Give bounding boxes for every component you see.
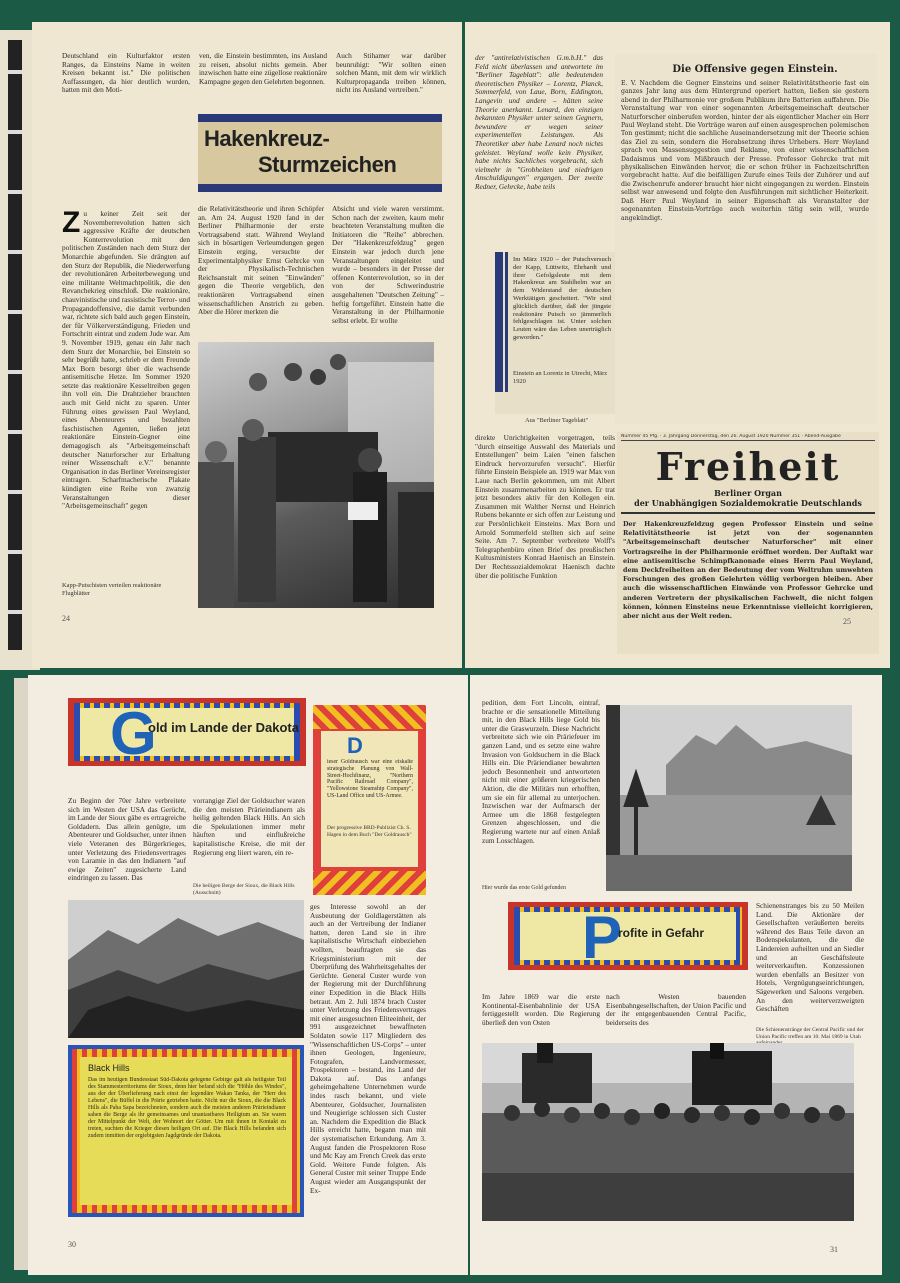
freiheit-rule — [621, 512, 875, 514]
headline-line-2: Sturmzeichen — [258, 152, 397, 177]
landscape-shape — [606, 705, 852, 891]
bottom-left-page — [28, 675, 468, 1275]
old-clipping — [615, 54, 877, 424]
old-clipping-text: E. V. Nachdem die Gegner Einsteins und seiner Relativitätstheorie fast ein ganzes Jahr lang aus dem Hintergrund operiert hatten, ließen sie gestern abend in der Philharmonie vor großem Publikum ihre Batterien auffahren. Die Veranstaltung war von einer sogenannten Arbeitsgemeinschaft deutscher Naturforscher einberufen worden, hinter der als eigentlicher Macher ein Herr Paul Weyland steht. Die Vorträge waren auf einen ausgesprochen polemischen Ton gestimmt; nicht die sachliche Auseinandersetzung mit der Theorie schien das Ziel zu sein, sondern die Herabsetzung ihres Urhebers. Herr Weyland sprach von Massensuggestion und Reklame, von einer wissenschaftlichen Dadaismus und vom Mißbrauch der Presse. Professor Gehrcke trat mit physikalischen Einwänden hervor, die er schon früher in Fachzeitschriften vorgebracht hatte. Auf die beifälligen Zurufe eines Teils der Zuhörer und auf die Zwischenrufe anderer braucht hier nicht eingegangen zu werden. Einstein selbst war anwesend und folgte den Ausführungen mit sichtlicher Heiterkeit. Daß Herr Paul Weyland in seiner Eigenschaft als Veranstalter der sogenannten Einstein-Vorträge auch weiterhin tätig sein will, wurde angekündigt. — [621, 80, 869, 222]
profite-col-right: Schienenstranges bis zu 50 Meilen Land. Die Aktionäre der Gesellschaften veräußerten bereits während des Baus Teile davon an Bodenspekulanten, die die Ländereien aufteilten und an Siedler und an Geschäftsleute weiterverkauften. Konzessionen wurden ebenfalls an Besitzer von Hotels, Vergnügungseinrichtungen, Sägewerken und Saloons vergeben. An den weiterverzweigten Geschäften — [756, 902, 864, 1014]
box-text: Das im heutigen Bundesstaat Süd-Dakota gelegene Gebirge galt als heiligster Teil des Stammesterritoriums der Sioux, denn hier befand sich die "Höhle des Windes", aus der der Überlieferung nach einst der legendäre Wakan Tanka, der "Herr des Lebens", die Büffel in die Prärie getrieben hatte. Nicht nur die Sioux, die die Black Hills als Paha Sapa bezeichneten, sondern auch die meisten anderen Prärieindianer sahen die Berge als ihr gemeinsames und unantastbares Heiligtum an. Sie waren der Mittelpunkt der Welt, der Wohnort der Götter. Um mit ihnen in Kontakt zu treten, suchten die Krieger diesen heiligen Ort auf. Die Black Hills befanden sich zudem inmitten der ergiebigsten Jagdgründe der Dakota. — [88, 1077, 286, 1139]
landscape-photo — [606, 705, 852, 891]
kapp-putsch-photo — [198, 342, 434, 608]
quote-bar — [495, 252, 503, 392]
mountain-shape — [68, 900, 304, 1038]
sidebar-zigzag-bottom — [313, 871, 426, 895]
body-col-1 — [62, 210, 190, 610]
body-col-1-text: u keiner Zeit seit der Novemberrevolution hatten sich aggressive Kräfte der deutschen Konterrevolution mit den politischen Zuständen nach dem Sturz der Monarchie abgefunden. Sie drängten auf den Sturz der Republik, die Niederwerfung der revolutionären Arbeiterbewegung und eine militante Weltmachtpolitik, die den Revanchekrieg einschloß. Die reaktionäre, chauvinistische und rassistische Terror- und Propagandoffensive, die damit verbunden war, richtete sich bald auch gegen Einstein, der für Völkerverständigung, Frieden und Fortschritt eintrat und zudem Jude war. Am 9. November 1919, genau ein Jahr nach dem Sturz der Monarchie, bei Einstein so sehr begrüßt hatte, schrieb er dem Freunde Max Born besorgt über die wachsende antisemitische Hetze. Im Sommer 1920 setzte das reaktionäre Kesseltreiben gegen ihn voll ein. Die Drahtzieher brauchten auch mit Geld nicht zu sparen. Unter Führung eines gewissen Paul Weyland, eines Abenteurers und bezahlten faschistischen Agenten, ließen jetzt reaktionäre Einstein-Gegner eine demagogisch als "Arbeitsgemeinschaft deutscher Naturforscher zur Erhaltung reiner Wissenschaft e.V." benannte Organisation in das Berliner Vereinsregister eintragen. Scharfmacherische Plakate kündigten eine Reihe von zwanzig Veranstaltungen dieser "Arbeitsgemeinschaft" gegen — [62, 210, 190, 511]
profite-banner — [508, 902, 748, 970]
profite-banner-title: rofite in Gefahr — [618, 926, 705, 940]
freiheit-subtitle-2: der Unabhängigen Sozialdemokratie Deutschlands — [634, 498, 862, 508]
railroad-caption: Die Schienenstränge der Central Pacific und der Union Pacific treffen am 10. Mai 1869 in Utah — [756, 1027, 864, 1040]
clipping-caption: Aus "Berliner Tageblatt" — [525, 417, 589, 424]
black-hills-caption: Die heiligen Berge der Sioux, die Black Hills (Ausschnitt) — [193, 883, 295, 896]
sidebar-zigzag-top — [313, 705, 426, 729]
gold-banner-letter: G — [110, 700, 157, 767]
gold-right-col-1: pedition, dem Fort Lincoln, eintraf, brachte er die sensationelle Mitteilung mit, in den Black Hills liege Gold bis unter die Graswurzeln. Diese Nachricht verbreitete sich wie ein Präriefeuer im ganzen Land, und es setzte eine wahre Invasion von Goldsuchern in die Black Hills ein. Die Präriendianer bewahrten jedoch Besonnenheit und antworteten nicht mit einer größeren kriegerischen Aktion, die die Militärs nun erhofften, um sie ein für allemal zu unterjochen. Inzwischen war der Aufmarsch der Armee um die 1868 festgelegten Grenzen abgeschlossen, und die Regierung wartete nur auf einen Anlaß zum Losschlagen. — [482, 699, 600, 845]
banner-stripe-top — [198, 114, 442, 122]
quote-bar-right — [505, 252, 508, 392]
box-title: Black Hills — [88, 1063, 130, 1073]
magazine-edge-dark — [8, 40, 22, 650]
bottom-right-page — [470, 675, 882, 1275]
sidebar-source: Der progressive BRD-Publizist Ch. S. Hagen in dem Buch "Der Goldrausch" — [327, 825, 412, 838]
headline-line-1: Hakenkreuz- — [204, 126, 330, 151]
top-left-page — [32, 22, 462, 668]
railroad-shape — [482, 1043, 854, 1221]
gold-col-1: Zu Beginn der 70er Jahre verbreitete sich im Westen der USA das Gerücht, im Lande der Sioux gäbe es ertragreiche Goldadern. Das allein genügte, um Abenteurer und Goldsucher, unter ihnen viele Veteranen des Bürgerkrieges, unter Verletzung des Friedensvertrages von Laramie in das den Indianern "auf ewige Zeiten" zugesicherte Land eindringen zu lassen. Das — [68, 797, 186, 883]
black-hills-box — [68, 1045, 304, 1217]
top-right-page — [465, 22, 890, 668]
profite-col-2: nach Westen bauenden Eisenbahngesellschaften, der Union Pacific und der ihr entgegenbauenden Central Pacific, beiderseits des — [606, 993, 746, 1027]
photo-figures — [198, 342, 434, 608]
body-col-3: Absicht und viele waren verstimmt. Schon nach der zweiten, kaum mehr beachteten Veranstaltung mußten die Initiatoren die "Reihe" abbrechen. Der "Hakenkreuzfeldzug" gegen Einstein war jedoch durch jene Veranstaltungen eingeleitet und wurde – besonders in der Presse der offenen Konterrevolution, so in der von der Schwerindustrie ausgehaltenen "Deutschen Zeitung" – heftig fortgeführt. Einstein hatte die Veranstaltung in der Philharmonie selbst erlebt. Er wollte — [332, 205, 444, 325]
page-number-30: 30 — [68, 1240, 76, 1249]
quote-box — [495, 252, 615, 414]
page-number-25: 25 — [843, 617, 851, 626]
freiheit-dateline: Nummer 45 Pfg. · 3. Jahrgang Donnerstag, den 26. August 1920 Nummer 351 · Abend-Ausgabe — [621, 434, 875, 441]
freiheit-text: Der Hakenkreuzfeldzug gegen Professor Einstein und seine Relativitätstheorie ist jetzt von der sogenannten "Arbeitsgemeinschaft deutscher Naturforscher" mit einer Vortragsreihe in der Philharmonie eröffnet worden. Der Auftakt war eine antisemitische Schimpfkanonade eines Herrn Paul Weyland, dem Deckfreiheiten an der Bedeutung der vom Weltruhm umwehten Forschungen des großen Gelehrten völlig verborgen bleiben. Aber auch die wissenschaftlichen Einwände von Professor Gehrcke und anderen Vertretern der physikalischen Fachwelt, die nicht folgen können, können Einsteins neue Erkenntnisse vielleicht korrigieren, aber nicht aus der Welt reden. — [623, 520, 873, 621]
gold-col-2: vorrangige Ziel der Goldsucher waren die den meisten Prärieindianern als heilig geltenden Black Hills. An sich die Spekulationen immer mehr häuften und einflußreiche kapitalistische Kreise, die mit der Regierung eng liiert waren, ein re- — [193, 797, 305, 857]
dakota-sidebar — [313, 705, 426, 895]
freiheit-subtitle-1: Berliner Organ — [714, 488, 782, 498]
gold-banner — [68, 698, 306, 766]
banner-stripe-bottom — [198, 184, 442, 192]
page-number-31: 31 — [830, 1245, 838, 1254]
profite-banner-letter: P — [582, 904, 623, 971]
intro-col-3: Auch Stihamer war darüber beunruhigt: "Wir sollten einen solchen Mann, mit dem wir wirklich Kulturpropaganda treiben können, nicht ins Ausland vertreiben." — [336, 52, 446, 95]
sidebar-text: ieser Goldrausch war eine eiskalte strategische Planung von Wall-Street-Hochfinanz, "Northern Pacific Railroad Company", "Yellowstone Steamship Company", US-Land Office und US-Armee. — [327, 759, 413, 799]
profite-col-1: Im Jahre 1869 war die erste Kontinental-Eisenbahnlinie der USA fertiggestellt worden. Die Regierung überließ den von Osten — [482, 993, 600, 1027]
body-col-2: die Relativitätstheorie und ihren Schöpfer an. Am 24. August 1920 fand in der Berliner Philharmonie der erste Vortragsabend statt. Während Weyland sich in bösartigen Verleumdungen gegen Einstein erging, versuchte der Experimentalphysiker Ernst Gehrcke von der Physikalisch-Technischen Reichsanstalt mit seinen "Einwänden" gegen die Theorie vergeblich, den reaktionären Vortragsabend einen wissenschaftlichen Anstrich zu geben. Aber die Hörer merkten die — [198, 205, 324, 317]
gold-found-caption: Hier wurde das erste Gold gefunden — [482, 885, 566, 891]
quote-source: Einstein an Lorentz in Utrecht, März 1920 — [513, 370, 608, 385]
right-col-2: direkte Unrichtigkeiten vorgetragen, teils "durch einseitige Auswahl des Materials und Entstellungen" beim Laien "einen falschen Eindruck hervorzurufen versucht". Hierfür führte Einstein Beispiele an. 1919 war Max von Laue nach Berlin gekommen, um mit Albert Einstein zusammenarbeiten zu können. Er trat jetzt besonders aktiv für den Kollegen ein. Zusammen mit Walther Nernst und Heinrich Rubens bekannte er sich offen zur Leistung und zur Persönlichkeit Einsteins. Max Born und Arnold Sommerfeld stellten sich auf seine Seite. Am 7. September verbreitete Wolff's Telegraphenbüro einen Brief des preußischen Kultusministers Konrad Haenisch an Einstein. Der Rechtssozialdemokrat Haenisch dachte über die politische Funktion — [475, 434, 615, 580]
sidebar-letter: D — [347, 733, 363, 758]
page-number-24: 24 — [62, 614, 70, 623]
freiheit-title: Freiheit — [655, 444, 841, 489]
freiheit-clipping — [617, 432, 879, 654]
old-clipping-headline: Die Offensive gegen Einstein. — [672, 64, 838, 75]
quote-text: Im März 1920 – der Putschversuch der Kapp, Lüttwitz, Ehrhardt und ihrer Gefolgsleute mit dem Hakenkreuz am Stahlhelm war an dem Widerstand der deutschen Werktätigen gescheitert. "Wir sind glücklich darüber, daß der jüngste reaktionäre Putsch so jämmerlich fehlgeschlagen ist. Unter solchen Leuten wäre das Leben unerträglich geworden." — [513, 256, 611, 341]
drop-cap: Z — [62, 210, 81, 239]
railroad-photo — [482, 1043, 854, 1221]
headline-banner — [198, 114, 442, 192]
intro-col-2: ven, die Einstein bestimmten, ins Ausland zu reisen, absolut nichts gemein. Aber inzwischen hatte eine zügellose reaktionäre Kampagne gegen den Gelehrten begonnen. — [199, 52, 327, 86]
right-col-1: der "antirelativistischen G.m.b.H." das Feld nicht überlassen und antwortete im "Berliner Tageblatt": alle bedeutenden theoretischen Physiker – Lorentz, Planck, Sommerfeld, von Laue, Born, Eddington, Langevin und andere – hätten seine Theorie anerkannt. Lenard, den einzigen bekannten Physiker unter seinen Gegnern, bewundere er wegen seiner experimentellen Leistungen. Als Theoretiker aber habe Lenard noch nichts geleistet. Weyland wolle kein Physiker, habe nichts Sachliches vorgebracht, sich vielmehr in "Grobheiten und niedrigen Anschuldigungen" ergangen. Der zweite Redner, Gehrcke, habe teils — [475, 54, 603, 191]
gold-banner-title: old im Lande der Dakota — [148, 720, 299, 735]
photo-caption: Kapp-Putschisten verteilen reaktionäre Flugblätter — [62, 582, 162, 597]
black-hills-photo — [68, 900, 304, 1038]
intro-col-1: Deutschland ein Kulturfaktor ersten Ranges, da Einsteins Name in weiten Kreisen bekannt ist." Die politischen Auffassungen, da hier deutlich wurden, hatten mit den Moti- — [62, 52, 190, 95]
gold-col-3: ges Interesse sowohl an der Ausbeutung der Goldlagerstätten als auch an der Vertreibung der Indianer hatten, deren Land sie in ihre kapitalistische Wirtschaft einbeziehen wollten, beauftragten sie das Kriegsministerium mit der Überprüfung des Wahrheitsgehaltes der Gerüchte. General Custer wurde von der Regierung mit der Durchführung einer Expedition in die Black Hills betraut. Am 2. Juli 1874 brach Custer unter Verletzung des Friedensvertrages mit einer ausgesuchten Eliteeinheit, der 991 ausgezeichnet bewaffneten Soldaten sowie 117 Mitgliedern des "Wissenschaftlichen US-Corps" – unter ihnen Geologen, Ingenieure, Fotografen, Landvermesser, Prospektoren – bestand, ins Land der Dakota auf. Das anfangs geheimgehaltene Unternehmen wurde indes rasch bekannt, und viele Abenteurer, Goldsucher, Journalisten und Neugierige schlossen sich Custer an. Nachdem die Expedition die Black Hills erreicht hatte, begann man mit der systematischen Erkundung. Am 3. August fanden die Prospektoren Rose und Mc Kay am French Creek das erste Gold. Weitere Funde folgten. Als General Custer mit seiner Truppe Ende August wieder am Ausgangspunkt der Ex- — [310, 903, 426, 1195]
